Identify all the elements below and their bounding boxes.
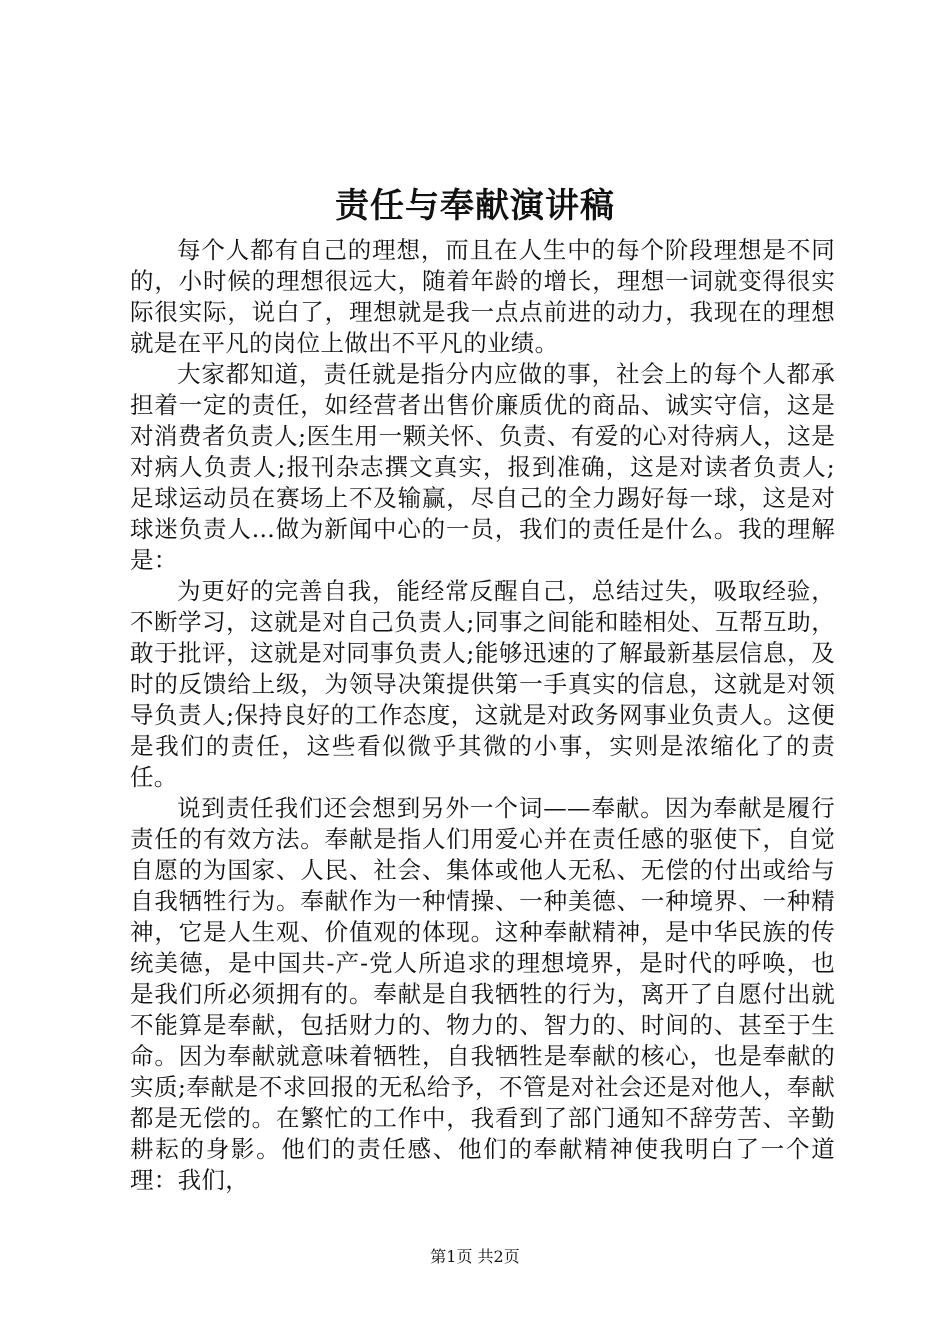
paragraph-4: 说到责任我们还会想到另外一个词——奉献。因为奉献是履行责任的有效方法。奉献是指人们用爱心并在责任感的驱使下，自觉自愿的为国家、人民、社会、集体或他人无私、无偿的付出或给与自我牺牲行为。奉献作为一种情操、一种美德、一种境界、一种精神，它是人生观、价值观的体现。这种奉献精神，是中华民族的传统美德，是中国共-产-党人所追求的理想境界，是时代的呼唤，也是我们所必须拥有的。奉献是自我牺牲的行为，离开了自愿付出就不能算是奉献，包括财力的、物力的、智力的、时间的、甚至于生命。因为奉献就意味着牺牲，自我牺牲是奉献的核心，也是奉献的实质;奉献是不求回报的无私给予，不管是对社会还是对他人，奉献都是无偿的。在繁忙的工作中，我看到了部门通知不辞劳苦、辛勤耕耘的身影。他们的责任感、他们的奉献精神使我明白了一个道理：我们， [130, 794, 835, 1194]
paragraph-1: 每个人都有自己的理想，而且在人生中的每个阶段理想是不同的，小时候的理想很远大，随着年龄的增长，理想一词就变得很实际很实际，说白了，理想就是我一点点前进的动力，我现在的理想就是在平凡的岗位上做出不平凡的业绩。 [130, 236, 835, 357]
page-number-footer: 第1页 共2页 [430, 1247, 520, 1266]
paragraph-2: 大家都知道，责任就是指分内应做的事，社会上的每个人都承担着一定的责任，如经营者出售价廉质优的商品、诚实守信，这是对消费者负责人;医生用一颗关怀、负责、有爱的心对待病人，这是对病人负责人;报刊杂志撰文真实，报到准确，这是对读者负责人;足球运动员在赛场上不及输赢，尽自己的全力踢好每一球，这是对球迷负责人...做为新闻中心的一员，我们的责任是什么。我的理解是： [130, 360, 835, 574]
paragraph-3: 为更好的完善自我，能经常反醒自己，总结过失，吸取经验，不断学习，这就是对自己负责人;同事之间能和睦相处、互帮互助，敢于批评，这就是对同事负责人;能够迅速的了解最新基层信息，及时的反馈给上级，为领导决策提供第一手真实的信息，这就是对领导负责人;保持良好的工作态度，这就是对政务网事业负责人。这便是我们的责任，这些看似微乎其微的小事，实则是浓缩化了的责任。 [130, 577, 835, 791]
document-body [130, 235, 835, 1196]
document-title: 责任与奉献演讲稿 [335, 186, 615, 226]
